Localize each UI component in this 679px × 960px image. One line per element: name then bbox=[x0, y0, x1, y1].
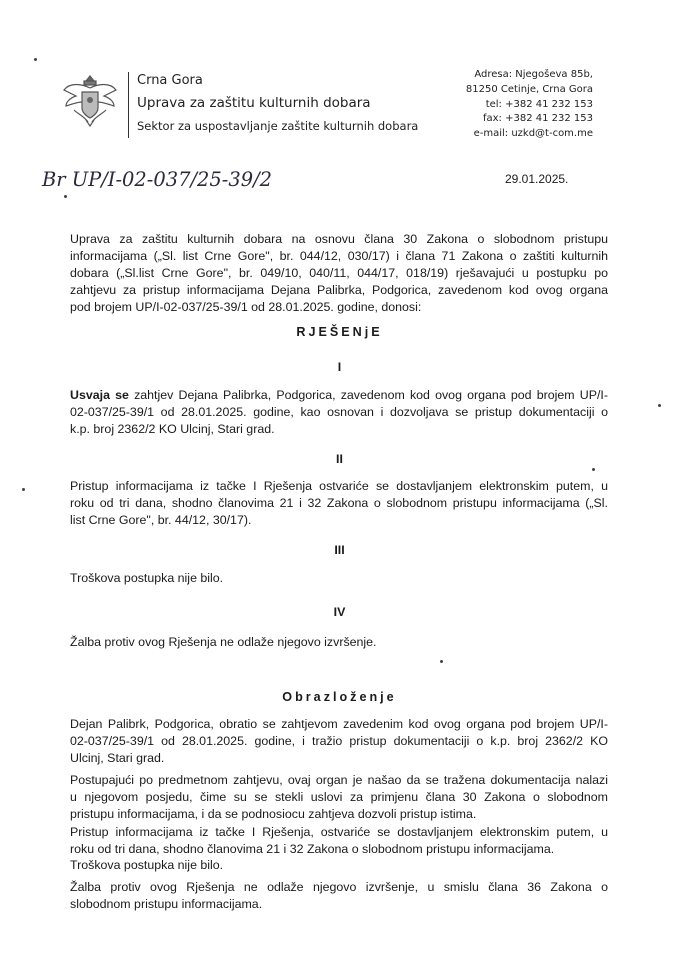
header-divider bbox=[128, 72, 129, 138]
handwritten-reference-text: Br UP/I-02-037/25-39/2 bbox=[41, 167, 272, 191]
decision-title: RJEŠENjE bbox=[296, 325, 383, 339]
document-date: 29.01.2025. bbox=[505, 172, 569, 186]
reasoning-line: slobodnom pristupu informacijama. bbox=[70, 897, 263, 911]
handwritten-reference bbox=[40, 160, 280, 196]
reasoning-line: 02-037/25-39/1 od 28.01.2025. godine, i tražio pristup dokumentaciji o k.p. broj 2362/2 KO bbox=[70, 734, 608, 748]
reasoning-line: pristupu informacijama, i da se podnosiocu zahtjeva dozvoli pristup istima. bbox=[70, 807, 477, 821]
intro-line: informacijama („Sl. list Crne Gore", br. 044/12, 030/17) i člana 71 Zakona o zaštiti kulturnih bbox=[70, 249, 608, 263]
reasoning-paragraph bbox=[70, 824, 608, 858]
reasoning-line: Troškova postupka nije bilo. bbox=[70, 858, 224, 872]
reasoning-paragraph bbox=[70, 716, 608, 767]
email-line: e-mail: uzkd@t-com.me bbox=[473, 128, 593, 140]
section-numeral: I bbox=[337, 360, 342, 374]
intro-paragraph bbox=[70, 231, 608, 316]
section-line: Žalba protiv ovog Rješenja ne odlaže njegovo izvršenje. bbox=[70, 635, 377, 649]
section-line: k.p. broj 2362/2 KO Ulcinj, Stari grad. bbox=[70, 422, 275, 436]
intro-line: dobara („Sl.list Crne Gore", br. 049/10, 040/11, 044/17, 018/19) rješavajući u postupku po bbox=[70, 266, 608, 280]
reasoning-line: Dejan Palibrk, Podgorica, obratio se zahtjevom zavedenim kod ovog organa pod brojem UP/I- bbox=[70, 717, 608, 731]
section-numeral: II bbox=[336, 452, 343, 466]
section-line: zahtjev Dejana Palibrka, Podgorica, zavedenom kod ovog organa pod brojem UP/I- bbox=[128, 388, 608, 402]
intro-line: zahtjevu za pristup informacijama Dejana Palibrka, Podgorica, zavedenom kod ovog organa bbox=[70, 283, 608, 297]
org-name: Uprava za zaštitu kulturnih dobara bbox=[137, 95, 371, 111]
org-country: Crna Gora bbox=[137, 73, 203, 88]
fax-line: fax: +382 41 232 153 bbox=[482, 113, 593, 125]
section-numeral: IV bbox=[333, 605, 346, 619]
scan-speck bbox=[22, 488, 25, 491]
org-sector: Sektor za uspostavljanje zaštite kulturnih dobara bbox=[137, 119, 419, 133]
reasoning-line: Ulcinj, Stari grad. bbox=[70, 751, 165, 765]
reasoning-line: Žalba protiv ovog Rješenja ne odlaže njegovo izvršenje, u smislu člana 36 Zakona o bbox=[70, 880, 608, 894]
reasoning-line: Pristup informacijama iz tačke I Rješenja, ostvariće se dostavljanjem elektronskim putem, u bbox=[70, 825, 608, 839]
scan-speck bbox=[658, 404, 661, 407]
coat-of-arms-icon bbox=[60, 70, 120, 130]
section-line: Pristup informacijama iz tačke I Rješenja ostvariće se dostavljanjem elektronskim putem, u bbox=[70, 479, 608, 493]
section-line: 02-037/25-39/1 od 28.01.2025. godine, kao osnovan i dozvoljava se pristup dokumentaciji o bbox=[70, 405, 608, 419]
reasoning-paragraph bbox=[70, 879, 608, 913]
section-line: list Crne Gore", br. 44/12, 30/17). bbox=[70, 513, 252, 527]
address-block bbox=[466, 68, 593, 142]
intro-line: Uprava za zaštitu kulturnih dobara na osnovu člana 30 Zakona o slobodnom pristupu bbox=[70, 232, 608, 246]
reasoning-line: Postupajući po predmetnom zahtjevu, ovaj organ je našao da se tražena dokumentacija nalazi bbox=[70, 773, 608, 787]
section-line: Troškova postupka nije bilo. bbox=[70, 571, 224, 585]
reasoning-title: Obrazloženje bbox=[282, 690, 397, 704]
section-3-paragraph bbox=[70, 570, 608, 587]
reasoning-line: u njegovom posjedu, čime su se stekli uslovi za primjenu člana 30 Zakona o slobodnom bbox=[70, 790, 608, 804]
section-2-paragraph bbox=[70, 478, 608, 529]
reasoning-paragraph bbox=[70, 772, 608, 823]
section-line: roku od tri dana, shodno članovima 21 i 32 Zakona o slobodnom pristupu informacijama („Sl. bbox=[70, 496, 608, 510]
city-line: 81250 Cetinje, Crna Gora bbox=[465, 83, 593, 95]
scan-speck bbox=[64, 195, 67, 198]
scan-speck bbox=[440, 660, 443, 663]
phone-line: tel: +382 41 232 153 bbox=[485, 98, 593, 110]
bold-lead: Usvaja se bbox=[70, 388, 129, 402]
section-numeral: III bbox=[334, 543, 345, 557]
intro-line: pod brojem UP/I-02-037/25-39/1 od 28.01.2025. godine, donosi: bbox=[70, 300, 422, 314]
address-line: Adresa: Njegoševa 85b, bbox=[474, 69, 593, 80]
scan-speck bbox=[592, 468, 595, 471]
reasoning-line: roku od tri dana, shodno članovima 21 i 32 Zakona o slobodnom pristupu informacijama. bbox=[70, 842, 555, 856]
scan-speck bbox=[34, 58, 37, 61]
reasoning-paragraph bbox=[70, 857, 608, 874]
section-1-paragraph bbox=[70, 387, 608, 438]
section-4-paragraph bbox=[70, 634, 608, 651]
